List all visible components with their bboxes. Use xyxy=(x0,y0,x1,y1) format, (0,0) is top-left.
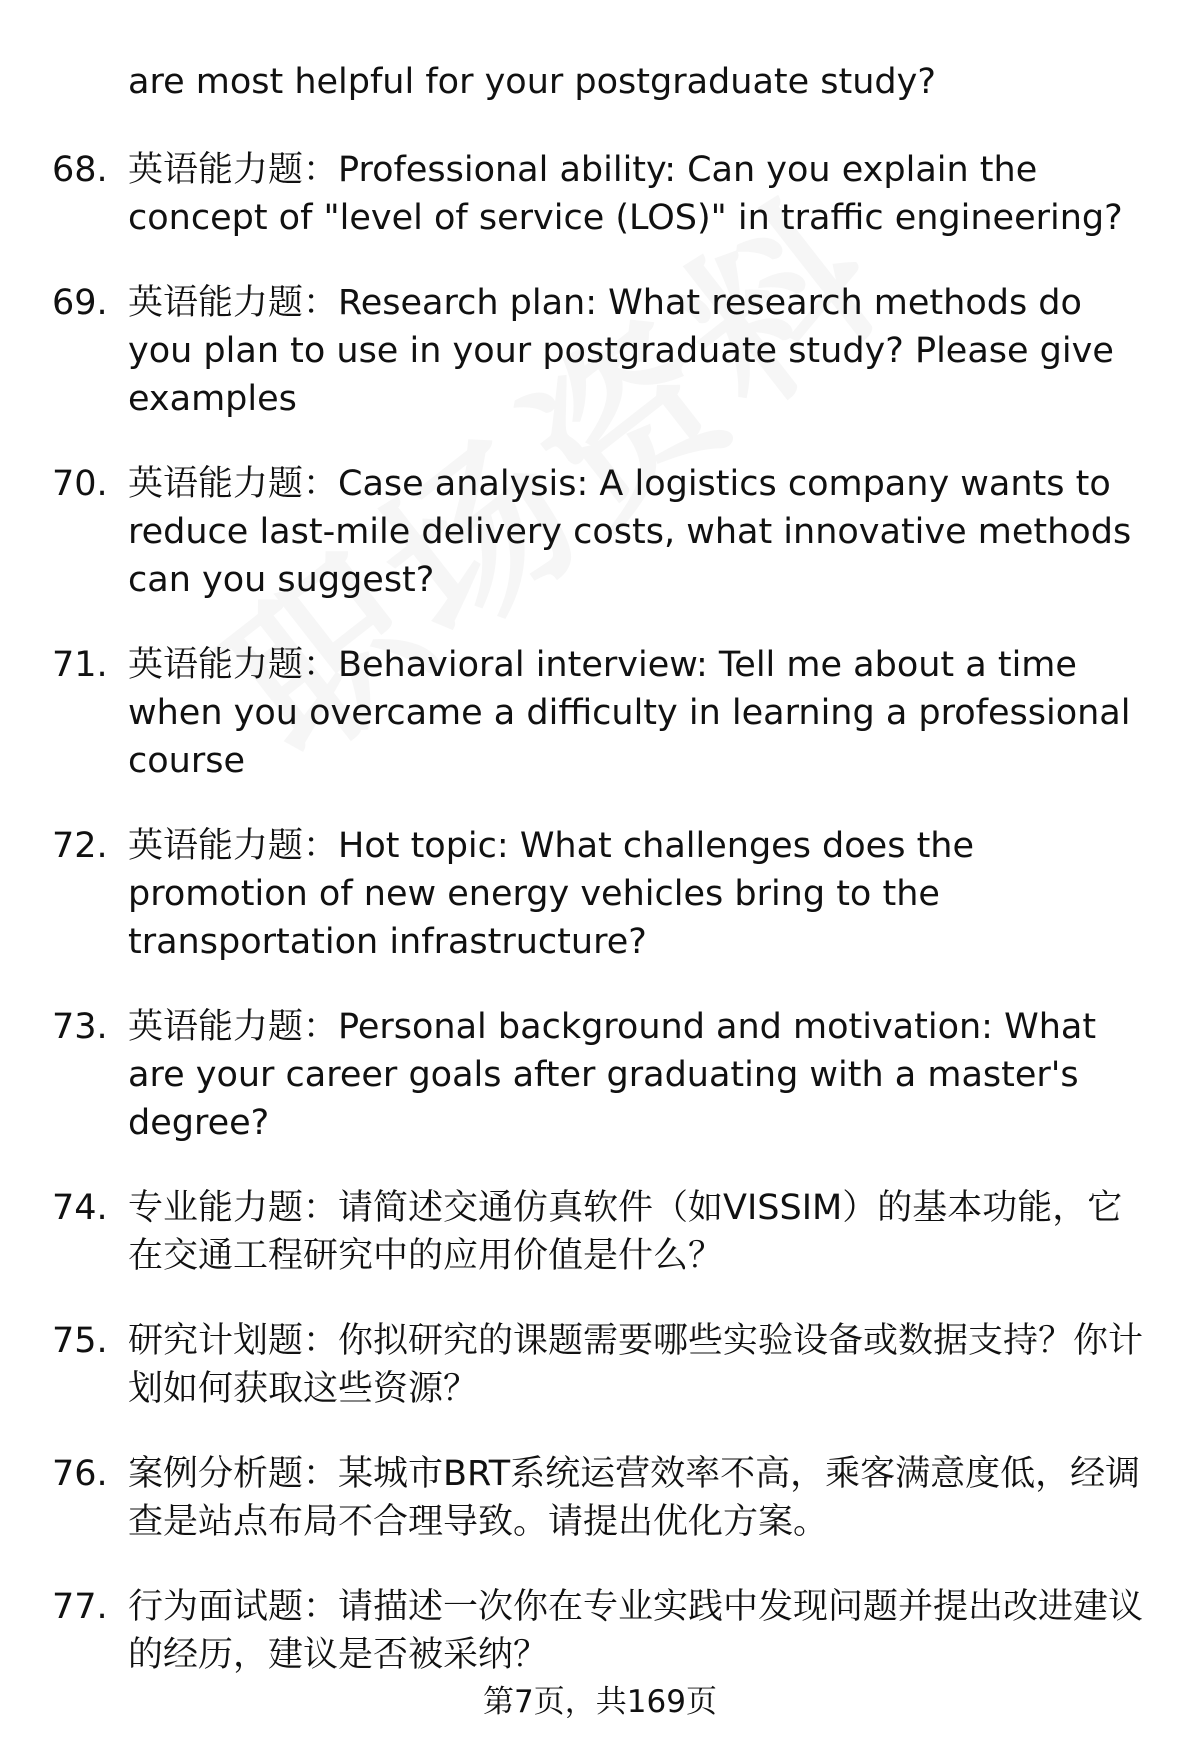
question-text: 行为面试题：请描述一次你在专业实践中发现问题并提出改进建议的经历，建议是否被采纳？ xyxy=(128,1587,1144,1675)
question-number: 68. xyxy=(52,150,108,190)
question-number: 72. xyxy=(52,826,108,866)
continued-question-text: are most helpful for your postgraduate study? xyxy=(128,62,936,102)
question-item xyxy=(0,460,1200,604)
question-text: 英语能力题：Research plan: What research methods do you plan to use in your postgraduate study? Please give examples xyxy=(128,283,1114,419)
question-item xyxy=(0,1583,1200,1679)
question-text: 英语能力题：Case analysis: A logistics company wants to reduce last-mile delivery costs, what innovative methods can you suggest? xyxy=(128,464,1132,600)
question-number: 77. xyxy=(52,1587,108,1627)
question-item xyxy=(0,279,1200,423)
question-text: 研究计划题：你拟研究的课题需要哪些实验设备或数据支持？你计划如何获取这些资源？ xyxy=(128,1321,1144,1409)
question-item xyxy=(0,822,1200,966)
question-item xyxy=(0,146,1200,242)
question-number: 69. xyxy=(52,283,108,323)
question-item xyxy=(0,1003,1200,1147)
question-item xyxy=(0,1317,1200,1413)
question-item xyxy=(0,1450,1200,1546)
question-text: 英语能力题：Behavioral interview: Tell me about a time when you overcame a difficulty in learning a professional course xyxy=(128,645,1131,781)
question-list xyxy=(0,146,1200,1716)
question-number: 75. xyxy=(52,1321,108,1361)
question-item xyxy=(0,1184,1200,1280)
question-number: 70. xyxy=(52,464,108,504)
question-text: 专业能力题：请简述交通仿真软件（如VISSIM）的基本功能，它在交通工程研究中的应用价值是什么？ xyxy=(128,1188,1123,1276)
question-text: 英语能力题：Hot topic: What challenges does the promotion of new energy vehicles bring to the transportation infrastructure? xyxy=(128,826,975,962)
question-number: 76. xyxy=(52,1454,108,1494)
page-footer: 第7页，共169页 xyxy=(483,1684,717,1720)
question-number: 73. xyxy=(52,1007,108,1047)
question-number: 71. xyxy=(52,645,108,685)
question-text: 英语能力题：Professional ability: Can you explain the concept of "level of service (LOS)" in traffic engineering? xyxy=(128,150,1123,238)
question-text: 英语能力题：Personal background and motivation: What are your career goals after graduating with a master's degree? xyxy=(128,1007,1097,1143)
question-text: 案例分析题：某城市BRT系统运营效率不高，乘客满意度低，经调查是站点布局不合理导致。请提出优化方案。 xyxy=(128,1454,1141,1542)
question-item xyxy=(0,641,1200,785)
question-number: 74. xyxy=(52,1188,108,1228)
